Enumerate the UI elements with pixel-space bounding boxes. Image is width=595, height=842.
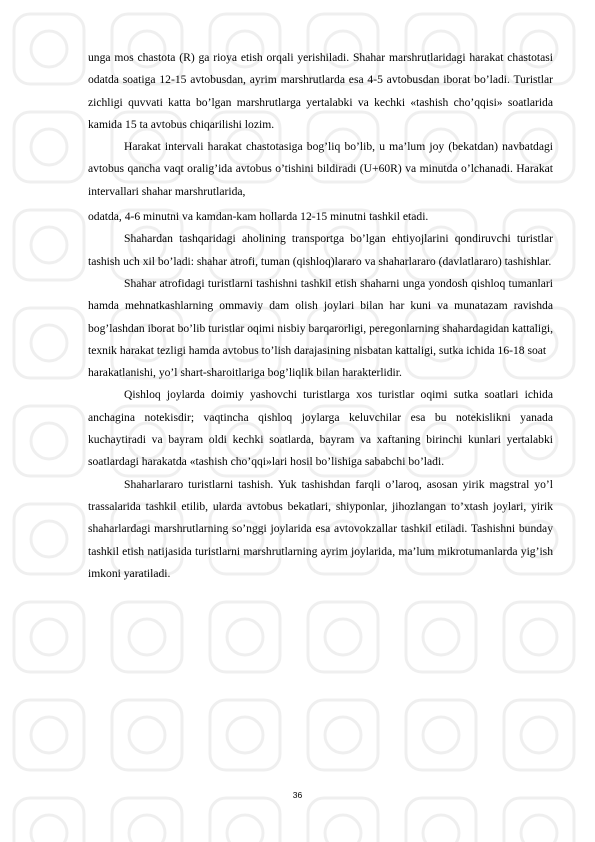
paragraph-5: Shahar atrofidagi turistlarni tashishni tashkil etish shaharni unga yondosh qishloq tumanlari hamda mehnatkashlarning ommaviy dam olish joylari bilan har kuni va munatazam ravishda bog’lashdan iborat bo’lib turistlar oqimi nisbiy barqarorligi, peregonlarning shahardagidan kattaligi, texnik harakat tezligi hamda avtobus to’lish darajasining nisbatan kattaligi, sutka ichida 16-18 soat bbox=[88, 276, 553, 357]
paragraph-8: Shaharlararo turistlarni tashish. Yuk tashishdan farqli o’laroq, asosan yirik magstral yo’l trassalarida tashkil etilib, ularda avtobus bekatlari, shiyponlar, jihozlangan to’xtash joylari, yirik shaharlardagi marshrutlarning so’nggi joylarida esa avtovokzallar tashkil etiladi. Tashishni bunday tashkil etish natijasida turistlarni marshrutlarning ayrim joylarida, ma’lum mikrotumanlarda yig’ish imkoni yaratiladi. bbox=[88, 477, 553, 580]
paragraph-7: Qishloq joylarda doimiy yashovchi turistlarga xos turistlar oqimi sutka soatlari ichida anchagina notekisdir; vaqtincha qishloq joylarga keluvchilar esa bu notekislikni yanada kuchaytiradi va bayram oldi kechki soatlarda, bayram va xaftaning birinchi kunlari yertalabki soatlardagi harakatda «tashish cho’qqi»lari hosil bo’lishiga sababchi bo’ladi. bbox=[88, 388, 553, 469]
paragraph-1: unga mos chastota (R) ga rioya etish orqali yerishiladi. Shahar marshrutlaridagi harakat chastotasi odatda soatiga 12-15 avtobusdan, ayrim marshrutlarda esa 4-5 avtobusdan iborat bo’ladi. Turistlar zichligi quvvati katta bo’lgan marshrutlarga yertalabki va kechki «tashish cho’qqisi» soatlarida kamida 15 ta avtobus chiqarilishi lozim. bbox=[88, 51, 553, 131]
page-number: 36 bbox=[292, 790, 303, 800]
paragraph-2: Harakat intervali harakat chastotasiga bog’liq bo’lib, u ma’lum joy (bekatdan) navbatdagi avtobus qancha vaqt oralig’ida avtobus o’tishini bildiradi (U+60R) va minutda o’lchanadi. Harakat intervallari shahar marshrutlarida, bbox=[88, 140, 553, 198]
paragraph-6: harakatlanishi, yo’l shart-sharoitlariga bog’liqlik bilan harakterlidir. bbox=[88, 366, 402, 380]
body-text bbox=[88, 47, 553, 585]
paragraph-4: Shahardan tashqaridagi aholining transportga bo’lgan ehtiyojlarini qondiruvchi turistlar tashish uch xil bo’ladi: shahar atrofi, tuman (qishloq)lararo va shaharlararo (davlatlararo) tashishlar. bbox=[88, 232, 553, 268]
paragraph-3: odatda, 4-6 minutni va kamdan-kam hollarda 12-15 minutni tashkil etadi. bbox=[88, 210, 429, 224]
